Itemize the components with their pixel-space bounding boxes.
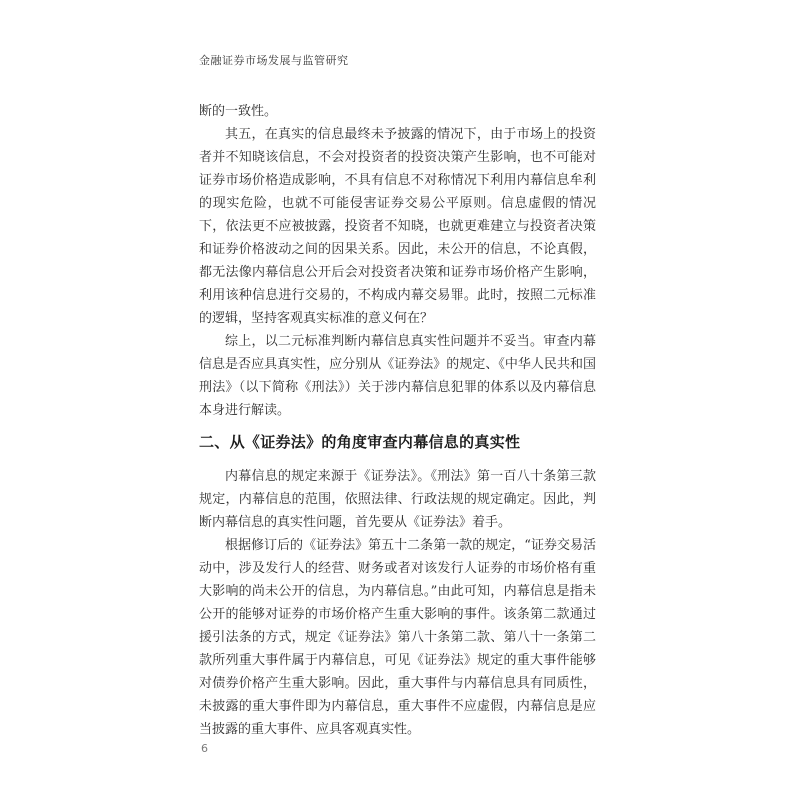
page-number: 6 bbox=[201, 742, 208, 755]
body-paragraph: 综上，以二元标准判断内幕信息真实性问题并不妥当。审查内幕信息是否应具真实性，应分别从《证券法》的规定、《中华人民共和国刑法》（以下简称《刑法》）关于涉内幕信息犯罪的体系以及内幕信息本身进行解读。 bbox=[199, 334, 596, 418]
page-body bbox=[199, 100, 596, 741]
body-paragraph: 内幕信息的规定来源于《证券法》。《刑法》第一百八十条第三款规定，内幕信息的范围，依照法律、行政法规的规定确定。因此，判断内幕信息的真实性问题，首先要从《证券法》着手。 bbox=[199, 469, 596, 530]
body-paragraph-continuation: 断的一致性。 bbox=[199, 104, 278, 119]
section-heading: 二、从《证券法》的角度审查内幕信息的真实性 bbox=[199, 433, 521, 451]
running-header: 金融证券市场发展与监管研究 bbox=[199, 54, 349, 67]
body-paragraph: 其五，在真实的信息最终未予披露的情况下，由于市场上的投资者并不知晓该信息，不会对投资者的投资决策产生影响，也不可能对证券市场价格造成影响，不具有信息不对称情况下利用内幕信息牟利的现实危险，也就不可能侵害证券交易公平原则。信息虚假的情况下，依法更不应被披露，投资者不知晓，也就更难建立与投资者决策和证券价格波动之间的因果关系。因此，未公开的信息，不论真假，都无法像内幕信息公开后会对投资者决策和证券市场价格产生影响，利用该种信息进行交易的，不构成内幕交易罪。此时，按照二元标准的逻辑，坚持客观真实标准的意义何在？ bbox=[199, 127, 596, 326]
body-paragraph: 根据修订后的《证券法》第五十二条第一款的规定，“证券交易活动中，涉及发行人的经营、财务或者对该发行人证券的市场价格有重大影响的尚未公开的信息，为内幕信息。”由此可知，内幕信息是指未公开的能够对证券的市场价格产生重大影响的事件。该条第二款通过援引法条的方式，规定《证券法》第八十条第二款、第八十一条第二款所列重大事件属于内幕信息，可见《证券法》规定的重大事件能够对债券价格产生重大影响。因此，重大事件与内幕信息具有同质性，未披露的重大事件即为内幕信息，重大事件不应虚假，内幕信息是应当披露的重大事件、应具客观真实性。 bbox=[199, 538, 596, 737]
